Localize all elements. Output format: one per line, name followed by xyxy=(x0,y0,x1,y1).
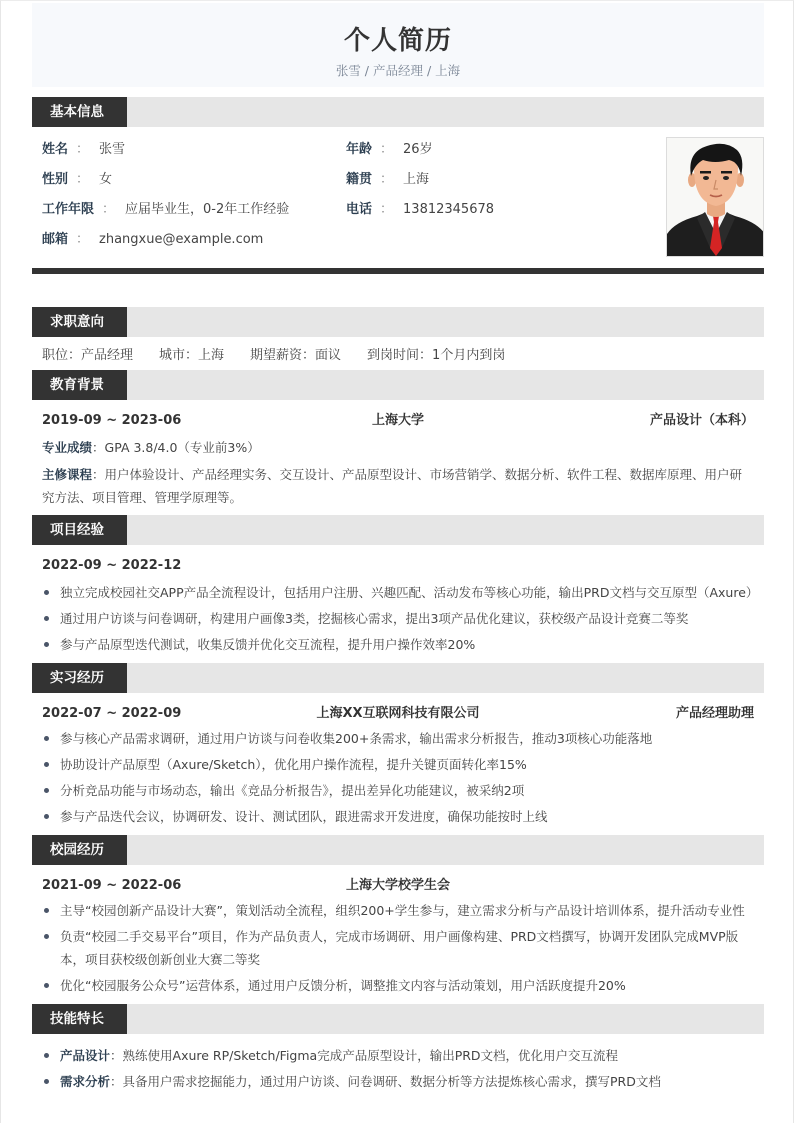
skill-bullets xyxy=(42,1044,754,1093)
education-courses: 主修课程：用户体验设计、产品经理实务、交互设计、产品原型设计、市场营销学、数据分析、软件工程、数据库原理、用户研究方法、项目管理、管理学原理等。 xyxy=(42,467,743,505)
project-bullets xyxy=(42,581,759,656)
section-header-intent xyxy=(32,307,764,337)
list-item: 产品设计：熟练使用Axure RP/Sketch/Figma完成产品原型设计，输出PRD文档，优化用户交互流程 xyxy=(42,1044,754,1067)
education-gpa: 专业成绩：GPA 3.8/4.0（专业前3%） xyxy=(42,440,260,455)
education-block xyxy=(32,400,764,515)
list-item: 独立完成校园社交APP产品全流程设计，包括用户注册、兴趣匹配、活动发布等核心功能，输出PRD文档与交互原型（Axure） xyxy=(42,581,754,604)
internship-block xyxy=(32,693,764,835)
campus-date: 2021-09 ~ 2022-06 xyxy=(42,878,182,893)
project-meta xyxy=(42,553,754,579)
intent-position: 职位：产品经理 xyxy=(42,348,134,363)
list-item: 协助设计产品原型（Axure/Sketch），优化用户操作流程，提升关键页面转化率15% xyxy=(42,753,754,776)
internship-company: 上海XX互联网科技有限公司 xyxy=(316,706,480,721)
intent-city: 城市：上海 xyxy=(159,348,225,363)
campus-org: 上海大学校学生会 xyxy=(345,878,450,893)
section-header-education xyxy=(32,370,764,400)
list-item: 参与核心产品需求调研，通过用户访谈与问卷收集200+条需求，输出需求分析报告，推动3项核心功能落地 xyxy=(42,727,754,750)
info-phone: 电话 ： 13812345678 xyxy=(346,202,495,217)
resume-page xyxy=(32,3,764,1096)
intent-salary: 期望薪资：面议 xyxy=(250,348,342,363)
section-header-campus xyxy=(32,835,764,865)
section-title: 基本信息 xyxy=(32,97,127,127)
section-title: 教育背景 xyxy=(32,370,127,400)
section-header-basic xyxy=(32,97,764,127)
section-header-internship xyxy=(32,663,764,693)
basic-info xyxy=(32,127,764,297)
education-school: 上海大学 xyxy=(371,413,424,428)
list-item: 参与产品原型迭代测试，收集反馈并优化交互流程，提升用户操作效率20% xyxy=(42,633,754,656)
list-item: 负责“校园二手交易平台”项目，作为产品负责人，完成市场调研、用户画像构建、PRD文档撰写，协调开发团队完成MVP版本，项目获校级创新创业大赛二等奖 xyxy=(42,925,754,971)
intent-availability: 到岗时间：1个月内到岗 xyxy=(367,348,506,363)
internship-meta xyxy=(42,701,754,727)
list-item: 参与产品迭代会议，协调研发、设计、测试团队，跟进需求开发进度，确保功能按时上线 xyxy=(42,805,754,828)
list-item: 通过用户访谈与问卷调研，构建用户画像3类，挖掘核心需求，提出3项产品优化建议，获校级产品设计竞赛二等奖 xyxy=(42,607,754,630)
job-intent xyxy=(32,337,764,370)
section-title: 项目经验 xyxy=(32,515,127,545)
info-hometown: 籍贯 ： 上海 xyxy=(346,172,430,187)
info-age: 年龄 ： 26岁 xyxy=(346,142,433,157)
section-title: 实习经历 xyxy=(32,663,127,693)
avatar-illustration xyxy=(667,138,764,257)
section-title: 求职意向 xyxy=(32,307,127,337)
section-divider xyxy=(32,268,764,274)
list-item: 需求分析：具备用户需求挖掘能力，通过用户访谈、问卷调研、数据分析等方法提炼核心需求，撰写PRD文档 xyxy=(42,1070,754,1093)
section-header-projects xyxy=(32,515,764,545)
list-item: 主导“校园创新产品设计大赛”，策划活动全流程，组织200+学生参与，建立需求分析与产品设计培训体系，提升活动专业性 xyxy=(42,899,754,922)
skills-block xyxy=(32,1034,764,1093)
list-item: 分析竞品功能与市场动态，输出《竞品分析报告》，提出差异化功能建议，被采纳2项 xyxy=(42,779,754,802)
resume-header xyxy=(32,3,764,87)
info-gender: 性别 ： 女 xyxy=(42,172,113,187)
section-title: 技能特长 xyxy=(32,1004,127,1034)
section-title: 校园经历 xyxy=(32,835,127,865)
internship-bullets xyxy=(42,727,754,828)
campus-block xyxy=(32,865,764,1004)
internship-date: 2022-07 ~ 2022-09 xyxy=(42,706,182,721)
resume-subtitle: 张雪 / 产品经理 / 上海 xyxy=(335,63,461,78)
section-header-skills xyxy=(32,1004,764,1034)
internship-role: 产品经理助理 xyxy=(675,706,754,721)
project-date: 2022-09 ~ 2022-12 xyxy=(42,558,182,573)
education-date: 2019-09 ~ 2023-06 xyxy=(42,413,182,428)
campus-bullets xyxy=(42,899,754,997)
education-major: 产品设计（本科） xyxy=(649,413,754,428)
education-meta xyxy=(42,408,754,434)
info-email: 邮箱 ： zhangxue@example.com xyxy=(42,232,264,247)
info-name: 姓名 ： 张雪 xyxy=(42,142,126,157)
campus-meta xyxy=(42,873,754,899)
projects-block xyxy=(32,545,764,663)
info-experience: 工作年限 ： 应届毕业生，0-2年工作经验 xyxy=(42,202,290,217)
resume-title: 个人简历 xyxy=(343,26,452,56)
list-item: 优化“校园服务公众号”运营体系，通过用户反馈分析，调整推文内容与活动策划，用户活跃度提升20% xyxy=(42,974,754,997)
profile-photo xyxy=(666,137,764,257)
